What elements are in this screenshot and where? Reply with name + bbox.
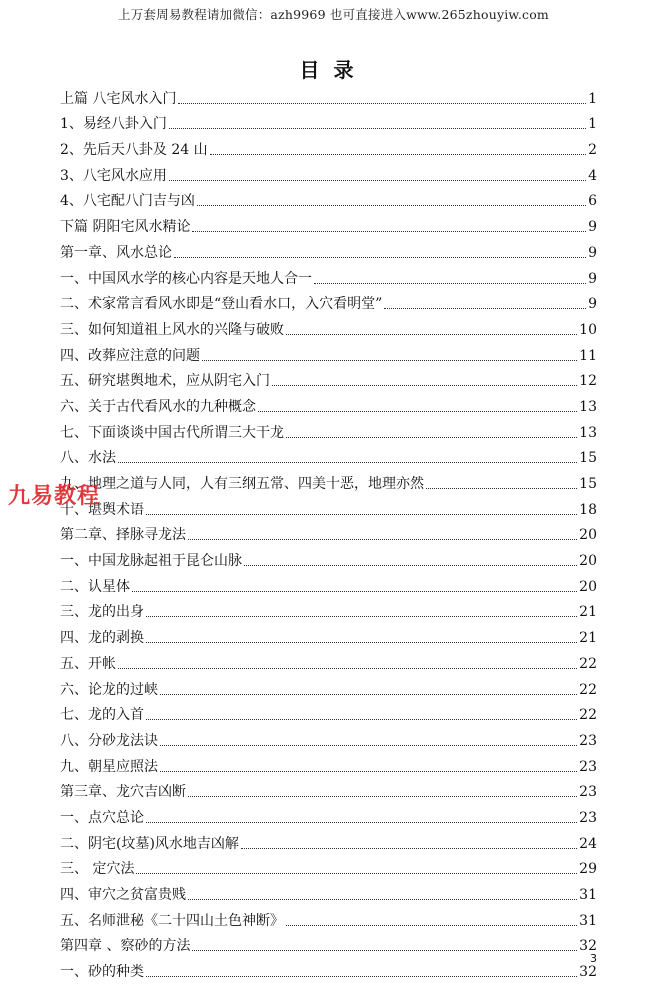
toc-entry-page: 9: [588, 219, 597, 236]
toc-entry-title: 4、八宅配八门吉与凶: [60, 193, 195, 210]
toc-entry-page: 13: [579, 424, 597, 441]
toc-leader-dots: [384, 308, 586, 309]
toc-leader-dots: [160, 771, 577, 772]
toc-leader-dots: [286, 334, 577, 335]
toc-entry-page: 32: [579, 938, 597, 955]
toc-entry[interactable]: [60, 622, 597, 648]
toc-entry-page: 12: [579, 373, 597, 390]
toc-entry-page: 15: [579, 450, 597, 467]
toc-entry[interactable]: [60, 340, 597, 366]
toc-entry[interactable]: [60, 263, 597, 289]
toc-entry-title: 第一章、风水总论: [60, 244, 172, 261]
toc-entry[interactable]: [60, 237, 597, 263]
toc-entry[interactable]: [60, 956, 597, 982]
toc-entry-title: 2、先后天八卦及 24 山: [60, 142, 208, 159]
toc-leader-dots: [174, 257, 586, 258]
toc-entry[interactable]: [60, 520, 597, 546]
toc-entry-title: 八、水法: [60, 450, 116, 467]
toc-leader-dots: [314, 283, 586, 284]
toc-entry-page: 22: [579, 681, 597, 698]
toc-entry-title: 五、名师泄秘《二十四山土色神断》: [60, 912, 284, 929]
toc-leader-dots: [192, 950, 577, 951]
toc-leader-dots: [169, 180, 586, 181]
toc-entry-title: 六、关于古代看风水的九种概念: [60, 398, 256, 415]
toc-entry-title: 三、龙的出身: [60, 604, 144, 621]
toc-entry[interactable]: [60, 468, 597, 494]
toc-entry[interactable]: [60, 931, 597, 957]
page-number: 3: [590, 952, 597, 965]
toc-entry-page: 23: [579, 809, 597, 826]
toc-leader-dots: [178, 103, 586, 104]
toc-entry[interactable]: [60, 83, 597, 109]
toc-entry[interactable]: [60, 674, 597, 700]
toc-leader-dots: [132, 591, 577, 592]
toc-entry[interactable]: [60, 134, 597, 160]
toc-leader-dots: [286, 925, 577, 926]
toc-entry-page: 22: [579, 707, 597, 724]
toc-leader-dots: [426, 488, 577, 489]
toc-entry-page: 2: [588, 142, 597, 159]
toc-entry-title: 九、朝星应照法: [60, 758, 158, 775]
toc-entry[interactable]: [60, 597, 597, 623]
toc-entry-page: 23: [579, 732, 597, 749]
toc-entry-title: 二、术家常言看风水即是“登山看水口，入穴看明堂”: [60, 296, 383, 313]
toc-entry-title: 五、开帐: [60, 655, 116, 672]
toc-entry-title: 一、中国龙脉起祖于昆仑山脉: [60, 553, 242, 570]
toc-entry[interactable]: [60, 391, 597, 417]
toc-leader-dots: [210, 154, 586, 155]
toc-entry-title: 四、审穴之贫富贵贱: [60, 887, 186, 903]
toc-entry-title: 六、论龙的过峡: [60, 681, 158, 698]
toc-entry-page: 20: [579, 553, 597, 570]
toc-leader-dots: [188, 539, 577, 540]
toc-entry-title: 七、下面谈谈中国古代所谓三大干龙: [60, 424, 284, 441]
toc-entry-title: 下篇 阴阳宅风水精论: [60, 219, 191, 236]
toc-entry-title: 上篇 八宅风水入门: [60, 90, 177, 107]
watermark-logo: 九易教程: [8, 484, 101, 509]
toc-leader-dots: [244, 565, 577, 566]
table-of-contents: [60, 83, 597, 982]
toc-entry-title: 一、中国风水学的核心内容是天地人合一: [60, 270, 312, 287]
toc-entry-page: 9: [588, 244, 597, 261]
toc-entry[interactable]: [60, 314, 597, 340]
toc-entry-title: 九、地理之道与人同，人有三纲五常、四美十恶，地理亦然: [60, 476, 424, 492]
toc-leader-dots: [258, 411, 577, 412]
toc-entry[interactable]: [60, 211, 597, 237]
toc-leader-dots: [192, 231, 586, 232]
toc-entry-page: 1: [588, 116, 597, 133]
toc-leader-dots: [146, 822, 577, 823]
toc-entry-page: 20: [579, 527, 597, 544]
toc-entry[interactable]: [60, 443, 597, 469]
toc-entry[interactable]: [60, 109, 597, 135]
toc-leader-dots: [241, 848, 577, 849]
toc-entry[interactable]: [60, 854, 597, 880]
toc-entry-page: 9: [588, 270, 597, 287]
toc-leader-dots: [146, 642, 577, 643]
toc-entry[interactable]: [60, 160, 597, 186]
toc-leader-dots: [146, 976, 577, 977]
toc-leader-dots: [146, 514, 577, 515]
toc-entry-title: 三、 定穴法: [60, 861, 135, 878]
toc-entry-title: 五、研究堪舆地术，应从阴宅入门: [60, 373, 270, 390]
toc-entry[interactable]: [60, 751, 597, 777]
toc-leader-dots: [118, 668, 577, 669]
toc-entry-page: 15: [579, 476, 597, 492]
toc-entry-title: 七、龙的入首: [60, 707, 144, 724]
toc-entry-title: 二、认星体: [60, 578, 130, 595]
toc-entry-page: 4: [588, 167, 597, 184]
toc-leader-dots: [146, 719, 577, 720]
page-title: 目录: [299, 58, 368, 82]
toc-leader-dots: [188, 899, 577, 900]
toc-entry[interactable]: [60, 802, 597, 828]
toc-entry-page: 23: [579, 758, 597, 775]
toc-entry-page: 13: [579, 398, 597, 415]
toc-entry-page: 29: [579, 861, 597, 878]
toc-leader-dots: [169, 128, 586, 129]
toc-leader-dots: [160, 745, 577, 746]
toc-entry-page: 20: [579, 578, 597, 595]
toc-entry-title: 二、阴宅(坟墓)风水地吉凶解: [60, 835, 239, 852]
toc-entry-title: 3、八宅风水应用: [60, 167, 167, 184]
toc-entry-page: 18: [579, 501, 597, 518]
toc-leader-dots: [197, 205, 586, 206]
toc-entry-title: 1、易经八卦入门: [60, 116, 167, 133]
toc-entry-page: 31: [579, 912, 597, 929]
toc-entry[interactable]: [60, 366, 597, 392]
toc-entry-page: 10: [579, 321, 597, 338]
toc-leader-dots: [136, 873, 577, 874]
toc-entry[interactable]: [60, 545, 597, 571]
toc-leader-dots: [188, 796, 577, 797]
toc-leader-dots: [202, 360, 577, 361]
toc-entry-page: 21: [579, 630, 597, 647]
toc-entry-page: 21: [579, 604, 597, 621]
toc-entry-page: 9: [588, 296, 597, 313]
toc-entry[interactable]: [60, 648, 597, 674]
toc-entry-title: 四、龙的剥换: [60, 630, 144, 647]
toc-entry-title: 十、堪舆术语: [60, 501, 144, 518]
toc-entry[interactable]: [60, 725, 597, 751]
toc-leader-dots: [118, 462, 577, 463]
toc-entry-title: 第三章、龙穴吉凶断: [60, 784, 186, 801]
toc-leader-dots: [160, 694, 577, 695]
toc-entry[interactable]: [60, 777, 597, 803]
toc-leader-dots: [146, 616, 577, 617]
toc-entry-page: 23: [579, 784, 597, 801]
toc-entry-title: 第四章 、察砂的方法: [60, 938, 191, 955]
toc-entry[interactable]: [60, 494, 597, 520]
toc-entry-page: 24: [579, 835, 597, 852]
toc-entry-page: 31: [579, 887, 597, 903]
toc-entry-title: 四、改葬应注意的问题: [60, 347, 200, 364]
toc-entry-page: 6: [588, 193, 597, 210]
toc-entry[interactable]: [60, 417, 597, 443]
toc-leader-dots: [272, 385, 577, 386]
toc-entry-page: 11: [579, 347, 597, 364]
toc-entry[interactable]: [60, 700, 597, 726]
toc-entry[interactable]: [60, 186, 597, 212]
toc-entry[interactable]: [60, 571, 597, 597]
toc-entry-title: 八、分砂龙法诀: [60, 732, 158, 749]
toc-entry[interactable]: [60, 289, 597, 315]
page-header: 上万套周易教程请加微信：azh9969 也可直接进入www.265zhouyiw.com: [118, 7, 549, 22]
toc-entry-title: 一、点穴总论: [60, 809, 144, 826]
toc-entry-page: 32: [579, 964, 597, 981]
toc-entry-title: 一、砂的种类: [60, 964, 144, 981]
toc-entry[interactable]: [60, 828, 597, 854]
toc-entry[interactable]: [60, 879, 597, 905]
toc-entry-page: 22: [579, 655, 597, 672]
toc-entry[interactable]: [60, 905, 597, 931]
toc-entry-title: 第二章、择脉寻龙法: [60, 527, 186, 544]
toc-leader-dots: [286, 437, 577, 438]
toc-entry-title: 三、如何知道祖上风水的兴隆与破败: [60, 321, 284, 338]
toc-entry-page: 1: [588, 90, 597, 107]
